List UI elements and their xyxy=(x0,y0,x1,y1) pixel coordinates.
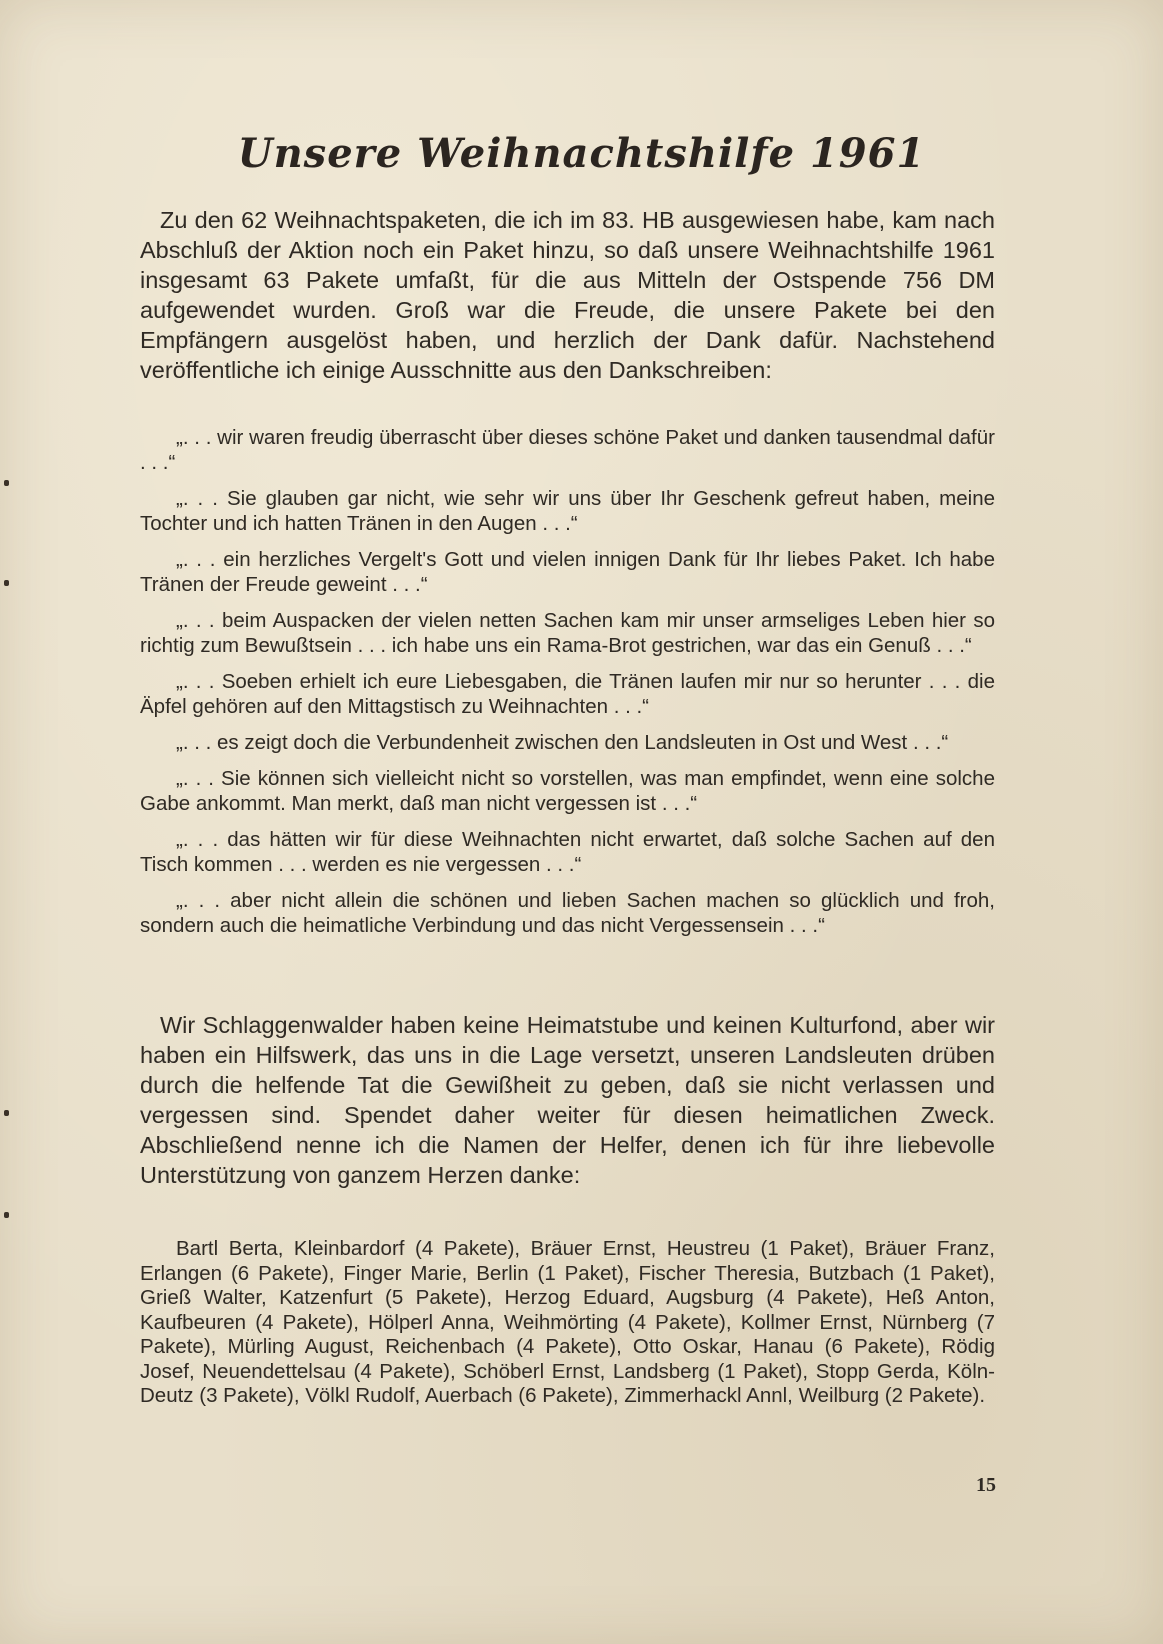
margin-mark xyxy=(4,1110,9,1116)
margin-mark xyxy=(4,1212,9,1218)
quotes-list xyxy=(140,425,995,949)
quote-item: „. . . Sie glauben gar nicht, wie sehr wir uns über Ihr Geschenk gefreut haben, meine Tochter und ich hatten Tränen in den Augen . . .“ xyxy=(140,487,995,535)
helpers-list: Bartl Berta, Kleinbardorf (4 Pakete), Bräuer Ernst, Heustreu (1 Paket), Bräuer Franz, Erlangen (6 Pakete), Finger Marie, Berlin (1 Paket), Fischer Theresia, Butzbach (1 Paket), Grieß Walter, Katzenfurt (5 Pakete), Herzog Eduard, Augsburg (4 Pakete), Heß Anton, Kaufbeuren (4 Pakete), Hölperl Anna, Weihmörting (4 Pakete), Kollmer Ernst, Nürnberg (7 Pakete), Mürling August, Reichenbach (4 Pakete), Otto Oskar, Hanau (6 Pakete), Rödig Josef, Neuendettelsau (4 Pakete), Schöberl Ernst, Landsberg (1 Paket), Stopp Gerda, Köln-Deutz (3 Pakete), Völkl Rudolf, Auerbach (6 Pakete), Zimmerhackl Annl, Weilburg (2 Pakete). xyxy=(140,1237,995,1407)
intro-paragraph: Zu den 62 Weihnachtspaketen, die ich im 83. HB ausgewiesen habe, kam nach Abschluß der Aktion noch ein Paket hinzu, so daß unsere Weihnachtshilfe 1961 insgesamt 63 Pakete umfaßt, für die aus Mitteln der Ostspende 756 DM aufgewendet wurden. Groß war die Freude, die unsere Pakete bei den Empfängern ausgelöst haben, und herzlich der Dank dafür. Nachstehend veröffentliche ich einige Ausschnitte aus den Dankschreiben: xyxy=(140,207,995,383)
quote-item: „. . . wir waren freudig überrascht über dieses schöne Paket und danken tausendmal dafür . . .“ xyxy=(140,426,995,474)
quote-item: „. . . ein herzliches Vergelt's Gott und vielen innigen Dank für Ihr liebes Paket. Ich habe Tränen der Freude geweint . . .“ xyxy=(140,548,995,596)
quote-item: „. . . aber nicht allein die schönen und lieben Sachen machen so glücklich und froh, sondern auch die heimatliche Verbindung und das nicht Vergessensein . . .“ xyxy=(140,889,995,937)
page-number: 15 xyxy=(976,1474,996,1496)
page-title: Unsere Weihnachtshilfe 1961 xyxy=(237,130,926,177)
quote-item: „. . . das hätten wir für diese Weihnachten nicht erwartet, daß solche Sachen auf den Tisch kommen . . . werden es nie vergessen . . .“ xyxy=(140,828,995,876)
margin-mark xyxy=(4,480,9,486)
quote-item: „. . . es zeigt doch die Verbundenheit zwischen den Landsleuten in Ost und West . . .“ xyxy=(176,731,949,754)
margin-mark xyxy=(4,580,9,586)
closing-paragraph: Wir Schlaggenwalder haben keine Heimatstube und keinen Kulturfond, aber wir haben ein Hilfswerk, das uns in die Lage versetzt, unseren Landsleuten drüben durch die helfende Tat die Gewißheit zu geben, daß sie nicht verlassen und vergessen sind. Spendet daher weiter für diesen heimatlichen Zweck. Abschließend nenne ich die Namen der Helfer, denen ich für ihre liebevolle Unterstützung von ganzem Herzen danke: xyxy=(140,1012,995,1188)
quote-item: „. . . Sie können sich vielleicht nicht so vorstellen, was man empfindet, wenn eine solche Gabe ankommt. Man merkt, daß man nicht vergessen ist . . .“ xyxy=(140,767,995,815)
quote-item: „. . . beim Auspacken der vielen netten Sachen kam mir unser armseliges Leben hier so richtig zum Bewußtsein . . . ich habe uns ein Rama-Brot gestrichen, war das ein Genuß . . .“ xyxy=(140,609,995,657)
quote-item: „. . . Soeben erhielt ich eure Liebesgaben, die Tränen laufen mir nur so herunter . . . die Äpfel gehören auf den Mittagstisch zu Weihnachten . . .“ xyxy=(140,670,995,718)
